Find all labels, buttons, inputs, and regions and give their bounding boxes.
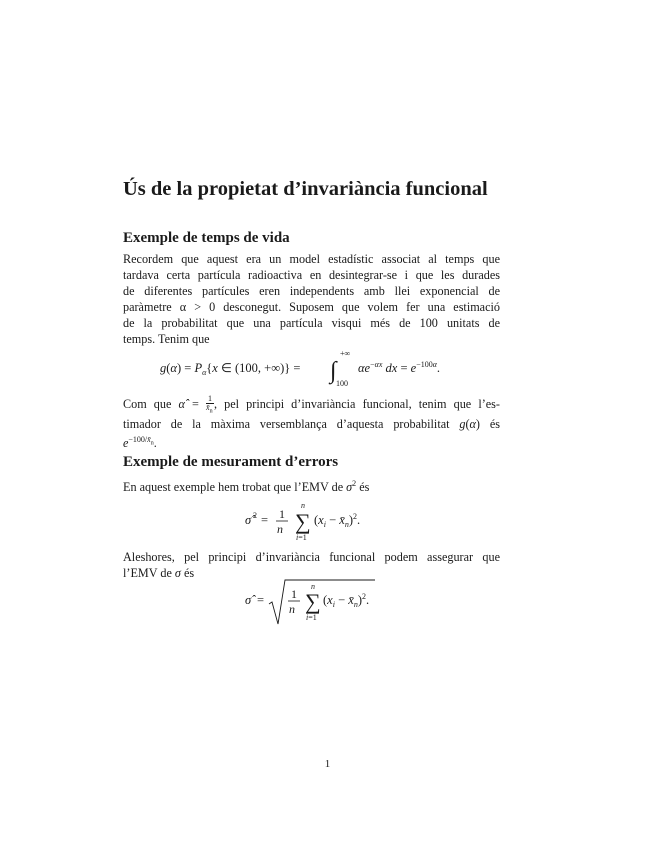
svg-text:1: 1 (279, 507, 285, 521)
svg-text:∑: ∑ (305, 589, 321, 614)
svg-text:g(α) = Pα{x ∈ (100, +∞)} =: $g(\alpha) = P_\alpha\{x$ ∈ (100, +∞)} = (160, 361, 301, 377)
svg-text:+∞: +∞ (340, 349, 351, 358)
svg-text:σ̂: σ̂ (245, 593, 252, 607)
paragraph-line: de la probabilitat que una partícula visqui més de 100 unitats de (123, 316, 500, 331)
paragraph-line: temps. Tenim que (123, 332, 210, 347)
svg-text:n: n (289, 602, 295, 616)
svg-text:1: 1 (291, 587, 297, 601)
errors-intro (123, 476, 500, 495)
lifetime-paragraph (123, 251, 500, 348)
svg-text:2: 2 (253, 511, 257, 520)
svg-text:∑: ∑ (295, 509, 311, 534)
paragraph-line: de diferentes partícules eren independents amb llei exponencial de (123, 284, 500, 299)
svg-text:i=1: i=1 (306, 613, 317, 622)
svg-text:100: 100 (336, 379, 348, 388)
section-heading-lifetime: Exemple de temps de vida (123, 230, 290, 246)
paragraph-line: timador de la màxima versemblança d’aquesta probabilitat g(α) és (123, 416, 500, 431)
svg-text:i=1: i=1 (296, 533, 307, 542)
svg-text:(xi − x̄n)2.: ($x_i$ − $x̄_n)^2$. (323, 592, 370, 609)
paragraph-line: paràmetre α > 0 desconegut. Suposem que volem fer una estimació (123, 300, 500, 315)
svg-text:σ̂: σ̂ (245, 513, 252, 527)
svg-text:=: = (261, 513, 269, 527)
paragraph-line: Aleshores, pel principi d’invariància funcional podem assegurar que (123, 550, 500, 564)
std-estimator-equation (245, 574, 405, 628)
page-title: Ús de la propietat d’invariància funcional (123, 178, 488, 200)
svg-text:n: n (277, 522, 283, 536)
paragraph-line: $e^{-100/x̄_n}$. (123, 434, 157, 450)
section-heading-errors: Exemple de mesurament d’errors (123, 454, 339, 470)
svg-text:αe−αx dx = e−100α.: $\alpha e^{-\alpha x}$ dx = $e^{-100\alpha}$. (358, 360, 441, 375)
page-number: 1 (324, 758, 331, 770)
paragraph-line: En aquest exemple hem trobat que l’EMV de $\sigma^2$ és (123, 479, 370, 495)
paragraph-line: l’EMV de σ és (123, 566, 195, 581)
variance-estimator-equation (245, 500, 405, 546)
paragraph-line: Recordem que aquest era un model estadístic associat al temps que (123, 252, 500, 266)
lifetime-conclusion (123, 395, 500, 451)
paragraph-line: Com que α̂ = $\frac{1}{x̄_n}$ , pel principi d’invariància funcional, tenim que l’es- (123, 394, 500, 415)
svg-text:n: n (301, 501, 305, 510)
svg-text:n: n (311, 582, 315, 591)
probability-equation (160, 348, 480, 388)
paragraph-line: tardava certa partícula radioactiva en desintegrar-se i que les durades (123, 268, 500, 283)
svg-text:(xi − x̄n)2.: ($x_i$ − $x̄_n)^2$. (314, 512, 361, 529)
svg-text:∫: ∫ (330, 358, 337, 384)
svg-text:=: = (257, 593, 265, 607)
